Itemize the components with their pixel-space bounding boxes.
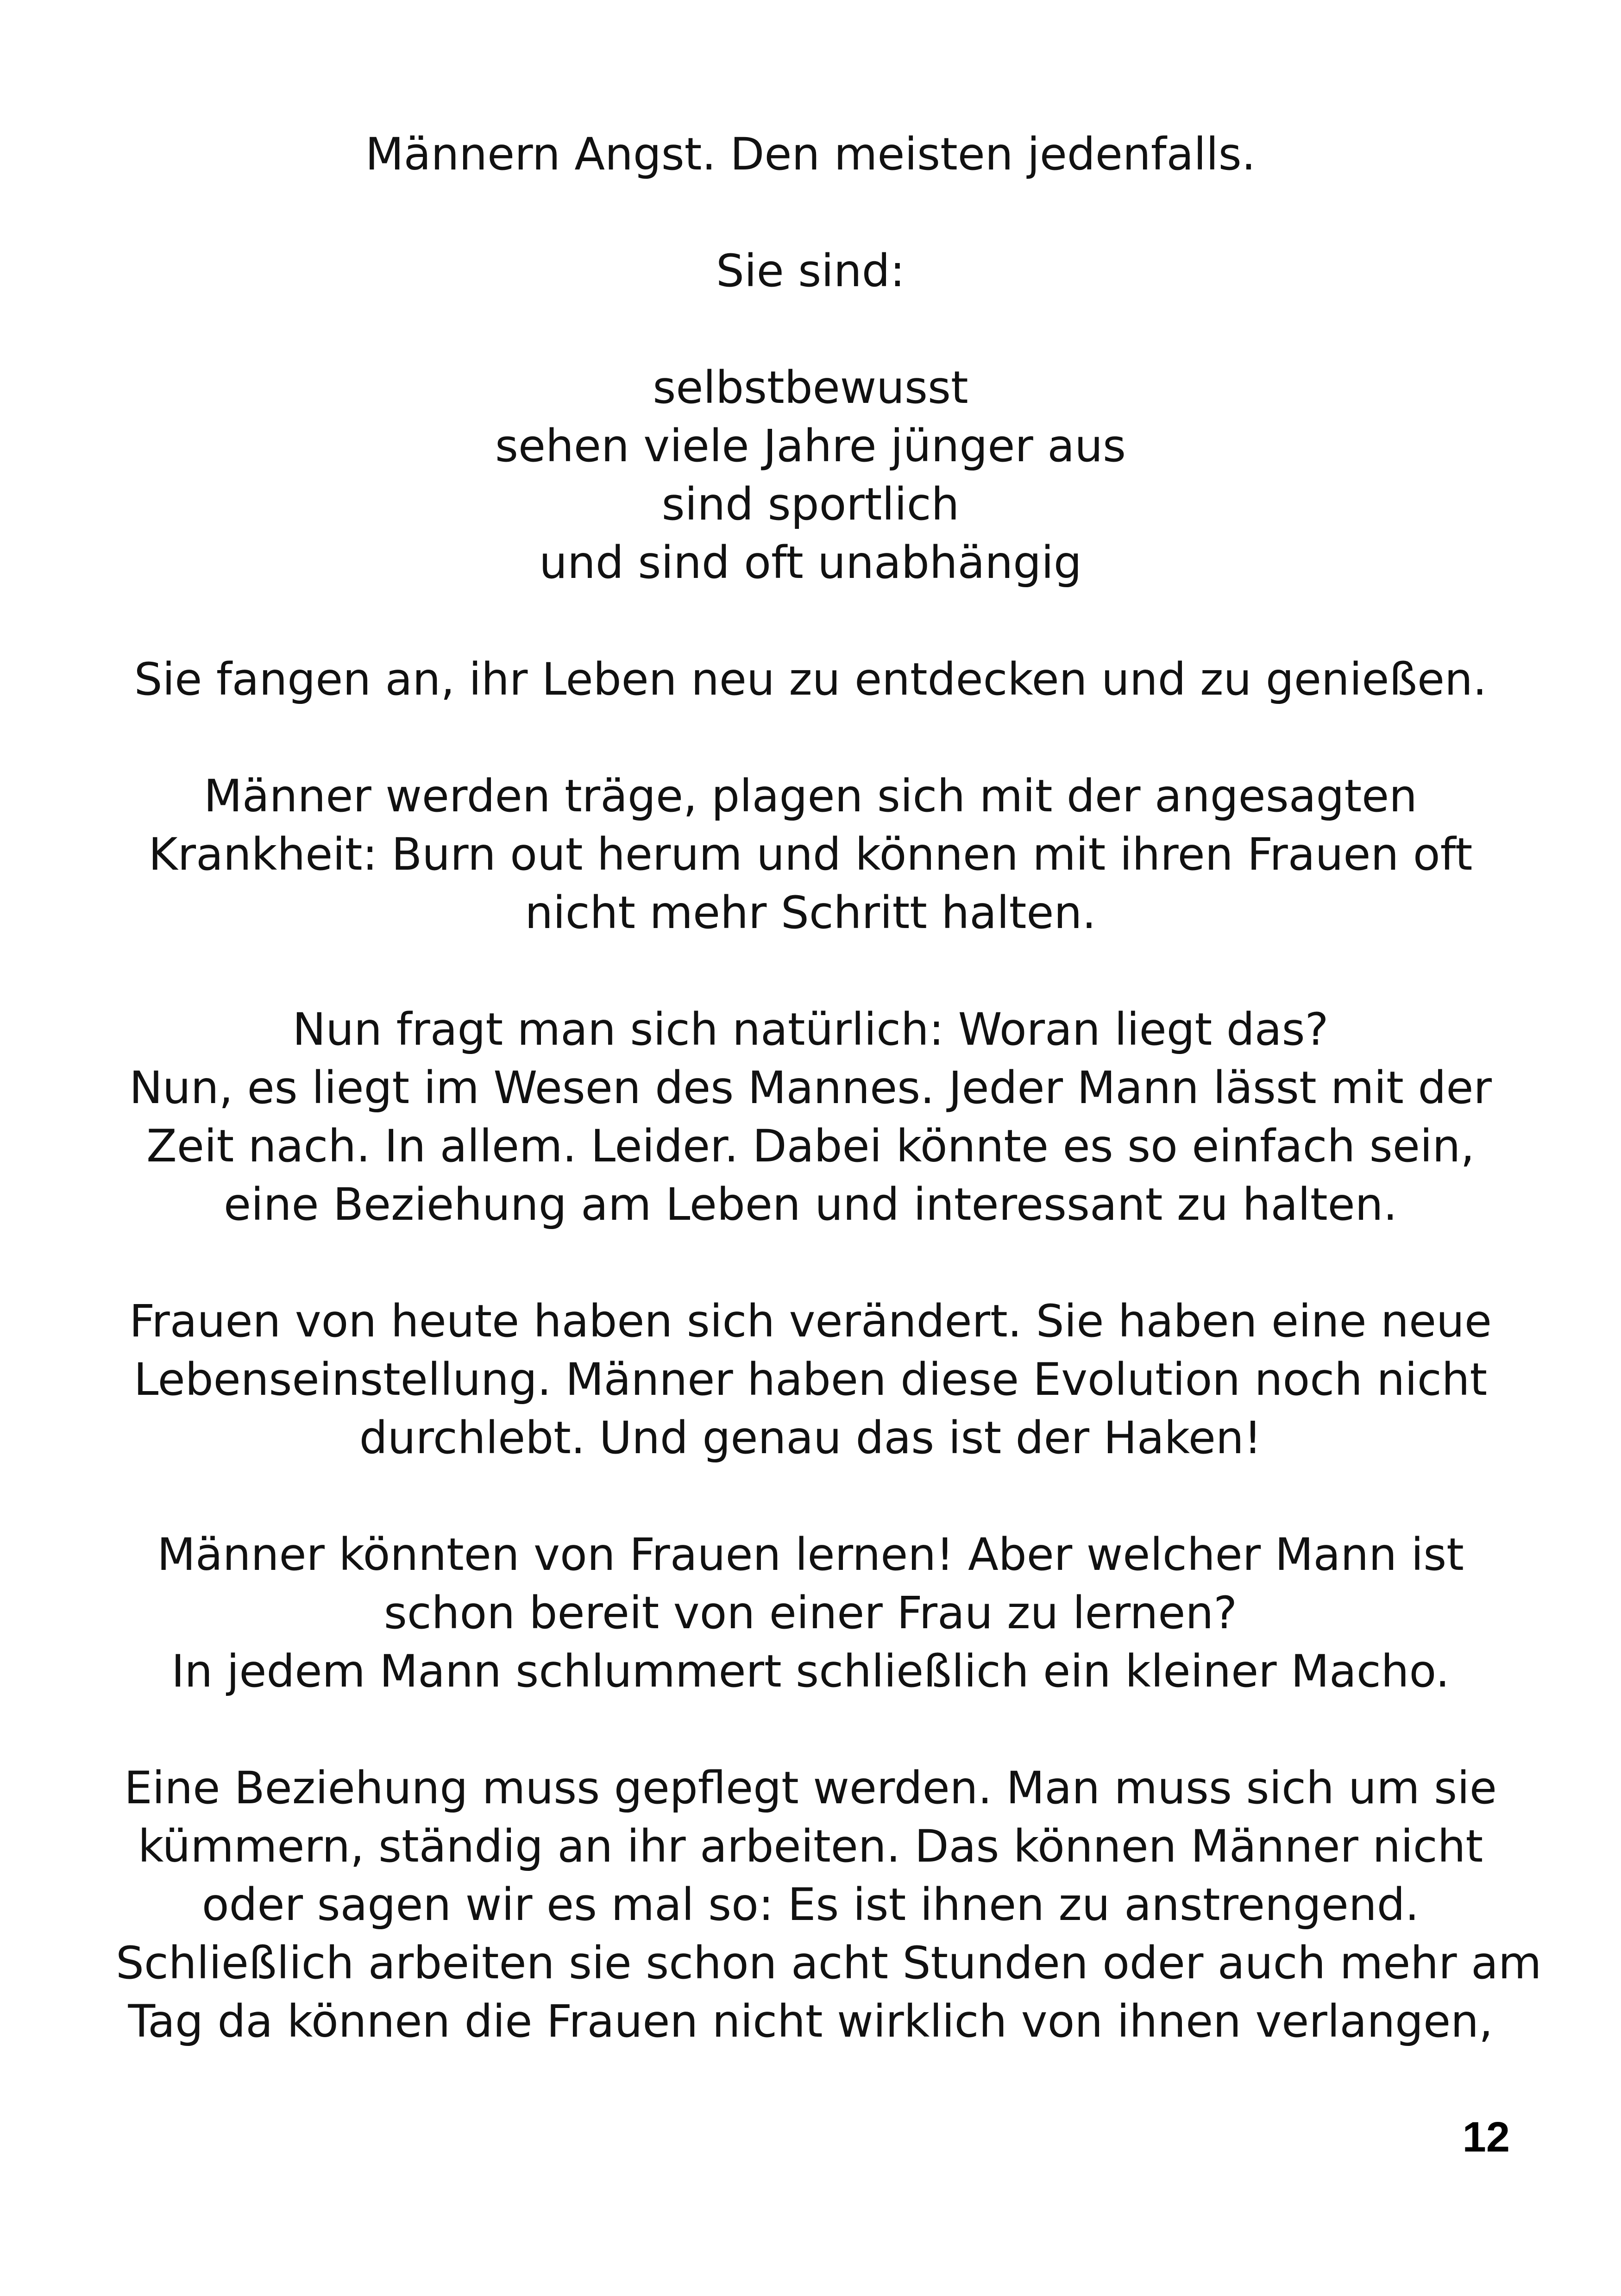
- text-line: eine Beziehung am Leben und interessant zu halten.: [223, 1179, 1398, 1230]
- paragraph: [116, 1292, 1505, 1467]
- text-line: Männern Angst. Den meisten jedenfalls.: [365, 128, 1256, 180]
- text-line: schon bereit von einer Frau zu lernen?: [383, 1587, 1238, 1639]
- text-line: Lebenseinstellung. Männer haben diese Evolution noch nicht: [133, 1354, 1488, 1405]
- text-line: Eine Beziehung muss gepflegt werden. Man muss sich um sie: [124, 1762, 1497, 1814]
- page-number: 12: [1462, 2114, 1510, 2161]
- text-line: Sie fangen an, ihr Leben neu zu entdecken und zu genießen.: [134, 653, 1487, 705]
- text-line: Männer werden träge, plagen sich mit der angesagten: [203, 770, 1418, 822]
- paragraph: [116, 242, 1505, 300]
- text-line: kümmern, ständig an ihr arbeiten. Das können Männer nicht: [138, 1820, 1483, 1872]
- text-line: Männer könnten von Frauen lernen! Aber welcher Mann ist: [157, 1529, 1464, 1581]
- text-line: Schließlich arbeiten sie schon acht Stunden oder auch mehr am: [116, 1937, 1542, 1989]
- paragraph: [116, 125, 1505, 183]
- text-line: sind sportlich: [661, 478, 960, 530]
- text-line: Nun fragt man sich natürlich: Woran liegt das?: [292, 1004, 1329, 1055]
- text-line: Sie sind:: [716, 245, 905, 297]
- paragraph: [116, 650, 1505, 709]
- text-line: Zeit nach. In allem. Leider. Dabei könnte es so einfach sein,: [146, 1120, 1475, 1172]
- text-line: sehen viele Jahre jünger aus: [495, 420, 1126, 472]
- text-line: selbstbewusst: [653, 362, 968, 414]
- text-line: In jedem Mann schlummert schließlich ein kleiner Macho.: [171, 1645, 1450, 1697]
- text-line: Frauen von heute haben sich verändert. Sie haben eine neue: [129, 1295, 1492, 1347]
- paragraph: [116, 1525, 1505, 1700]
- text-line: oder sagen wir es mal so: Es ist ihnen zu anstrengend.: [201, 1879, 1420, 1931]
- text-line: Tag da können die Frauen nicht wirklich von ihnen verlangen,: [128, 1995, 1493, 2047]
- text-line: Nun, es liegt im Wesen des Mannes. Jeder Mann lässt mit der: [129, 1062, 1492, 1114]
- text-line: nicht mehr Schritt halten.: [525, 887, 1096, 939]
- paragraph: [116, 1759, 1542, 2051]
- paragraph: [116, 767, 1505, 942]
- text-line: Krankheit: Burn out herum und können mit ihren Frauen oft: [148, 828, 1473, 880]
- paragraph-list: [116, 358, 1505, 592]
- text-line: und sind oft unabhängig: [539, 537, 1082, 589]
- paragraph: [116, 1000, 1505, 1234]
- body-text: [116, 125, 1542, 2109]
- text-line: durchlebt. Und genau das ist der Haken!: [359, 1412, 1262, 1464]
